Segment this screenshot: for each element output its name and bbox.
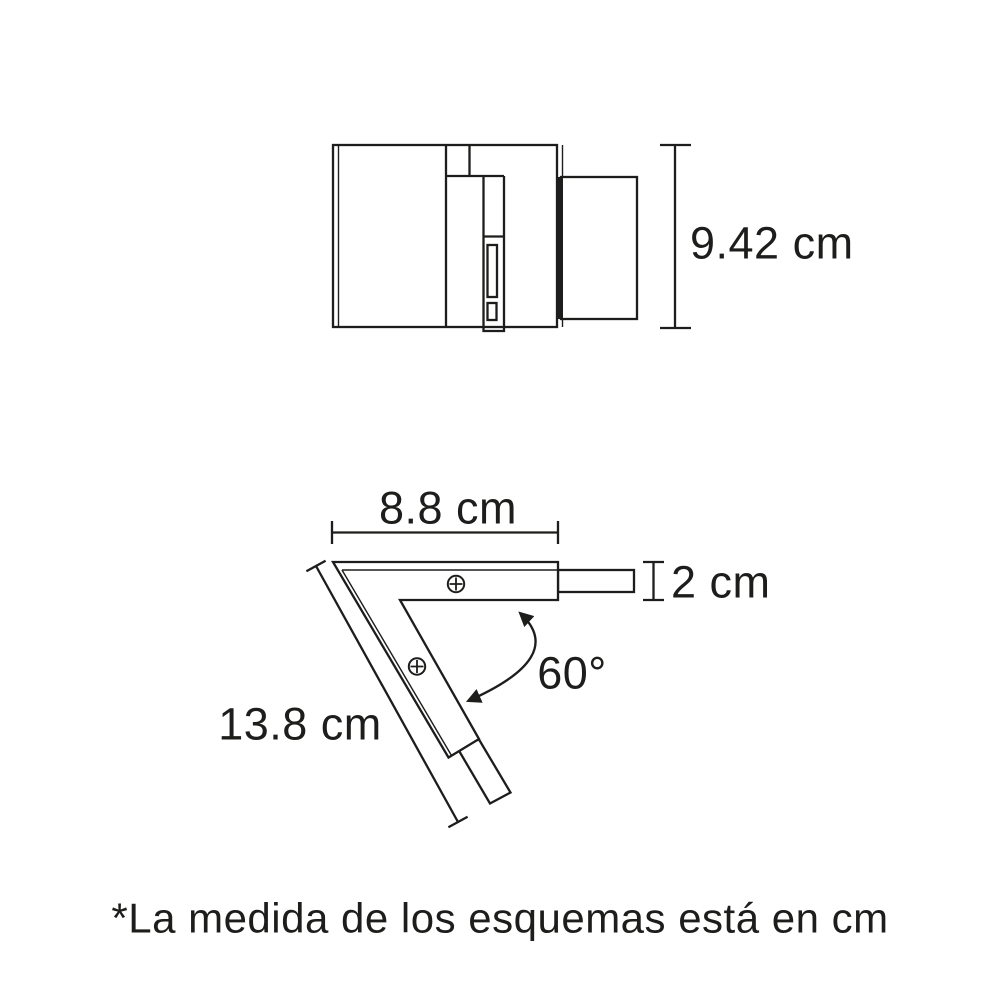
dimension-width-label: 8.8 cm — [378, 482, 518, 534]
dimension-length-label: 13.8 cm — [218, 698, 382, 750]
connector-tongue-bottom — [457, 740, 511, 804]
fixture-slot — [488, 245, 498, 297]
units-footnote: *La medida de los esquemas está en cm — [111, 894, 889, 942]
screw-icon — [448, 576, 464, 592]
dimension-height — [660, 145, 854, 328]
dimension-angle — [468, 613, 607, 701]
dimension-height-line — [660, 145, 691, 328]
dimension-angle-label: 60° — [537, 647, 607, 699]
screw-icon — [409, 658, 425, 674]
dimension-thickness — [643, 557, 771, 608]
dimension-width — [332, 483, 558, 545]
dimension-thickness-line — [643, 562, 664, 600]
lamp-head-outline — [561, 177, 637, 319]
corner-connector-view — [218, 483, 770, 828]
dimension-height-label: 9.42 cm — [690, 217, 854, 269]
dimension-thickness-label: 2 cm — [671, 556, 771, 608]
connector-tongue-right — [558, 570, 634, 592]
angle-arc-arrow — [468, 613, 536, 701]
fixture-front-view — [333, 145, 854, 331]
fixture-small-slot — [488, 303, 497, 320]
